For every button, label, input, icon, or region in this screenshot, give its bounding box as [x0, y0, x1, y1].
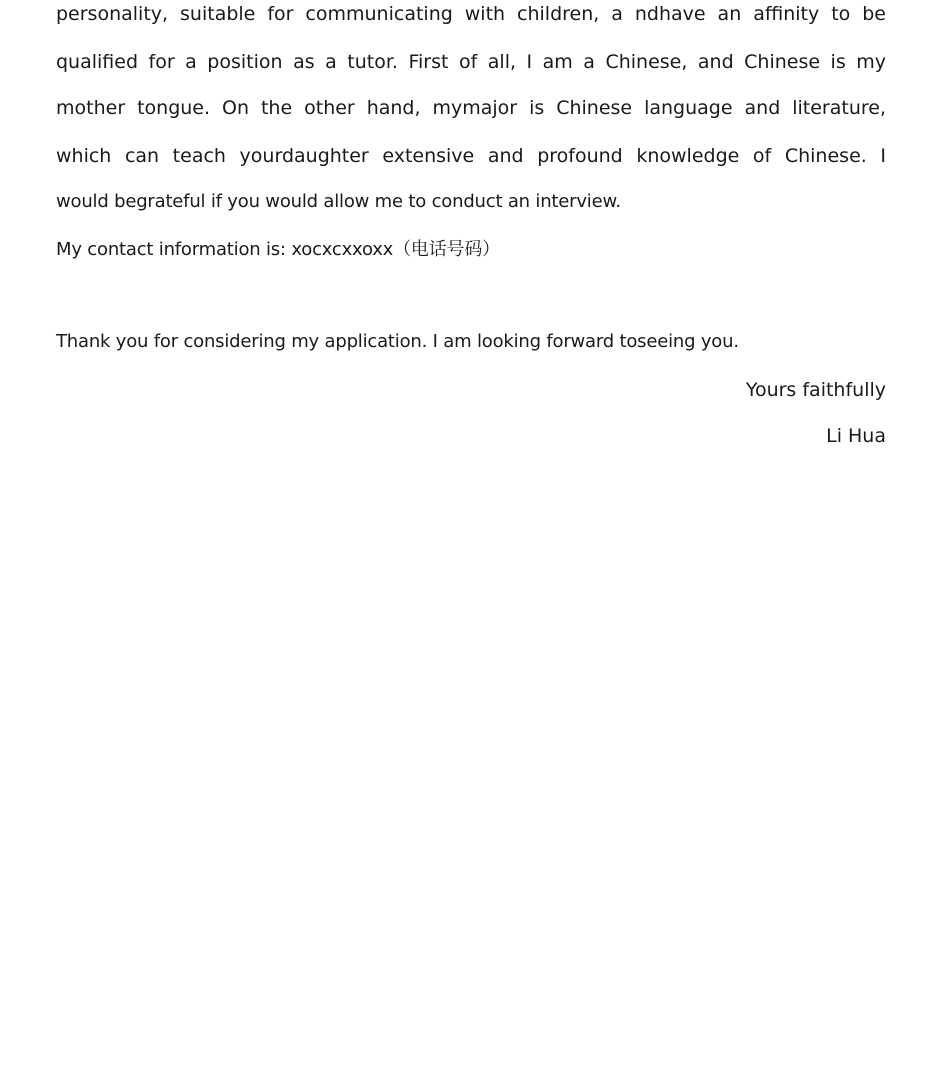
closing-paragraph: Thank you for considering my application. I am looking forward toseeing you. [56, 331, 739, 352]
signature-name: Li Hua [826, 425, 886, 447]
complimentary-close: Yours faithfully [745, 379, 886, 401]
body-line-4: which can teach yourdaughter extensive and profound knowledge of Chinese. I [56, 145, 886, 167]
body-line-2: qualified for a position as a tutor. First of all, I am a Chinese, and Chinese is my [56, 51, 886, 73]
contact-information: My contact information is: xocxcxxoxx（电话号码） [56, 239, 500, 260]
body-line-5: would begrateful if you would allow me to conduct an interview. [56, 191, 621, 212]
body-line-1: personality, suitable for communicating with children, a ndhave an affinity to be [56, 3, 886, 25]
body-line-3: mother tongue. On the other hand, mymajor is Chinese language and literature, [56, 97, 886, 119]
